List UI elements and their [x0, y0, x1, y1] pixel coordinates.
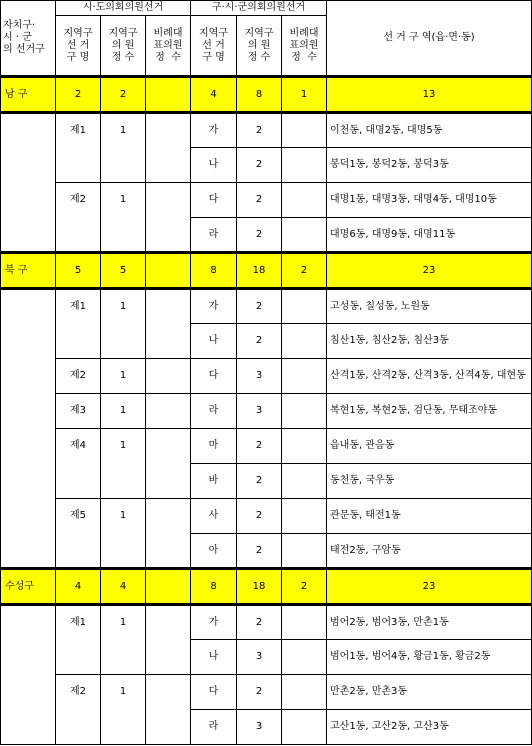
- p-district-pr: [146, 183, 191, 253]
- l-district-seats: 3: [237, 640, 282, 675]
- p-district-pr: [146, 113, 191, 183]
- l-district-name: 라: [191, 394, 237, 429]
- l-district-seats: 2: [237, 113, 282, 148]
- l-district-seats: 3: [237, 394, 282, 429]
- l-district-name: 바: [191, 464, 237, 499]
- l-district-areas: 관문동, 태전1동: [327, 499, 532, 534]
- l-district-pr: [282, 710, 327, 745]
- l-district-pr: [282, 394, 327, 429]
- l-district-seats: 2: [237, 464, 282, 499]
- header-district-line-2: 시 · 군: [3, 32, 32, 43]
- district-row: [1, 394, 532, 429]
- l-district-pr: [282, 218, 327, 253]
- l-district-pr: [282, 464, 327, 499]
- l-district-pr: [282, 640, 327, 675]
- header-area-col: 선 거 구 역(읍·면·동): [327, 1, 532, 77]
- p-district-pr: [146, 675, 191, 745]
- p-district-name: 제2: [56, 359, 101, 394]
- header-p-seats: 지역구 의 원 정 수: [101, 16, 146, 77]
- l-district-areas: 산격1동, 산격2동, 산격3동, 산격4동, 대현동: [327, 359, 532, 394]
- l-district-areas: 복현1동, 복현2동, 검단동, 무태조야동: [327, 394, 532, 429]
- l-district-seats: 2: [237, 324, 282, 359]
- header-district-line-1: 자치구·: [3, 20, 36, 31]
- p-district-name: 제2: [56, 183, 101, 253]
- l-district-name: 마: [191, 429, 237, 464]
- gu-l-district-count: 8: [191, 569, 237, 605]
- gu-l-pr: 1: [282, 77, 327, 113]
- p-district-seats: 1: [101, 359, 146, 394]
- district-row: [1, 113, 532, 148]
- gu-l-district-count: 8: [191, 253, 237, 289]
- l-district-seats: 2: [237, 534, 282, 569]
- p-district-name: 제3: [56, 394, 101, 429]
- l-district-name: 나: [191, 148, 237, 183]
- l-district-seats: 2: [237, 429, 282, 464]
- p-district-name: 제5: [56, 499, 101, 569]
- header-l-seats: 지역구 의 원 정 수: [237, 16, 282, 77]
- l-district-areas: 대명6동, 대명9동, 대명11동: [327, 218, 532, 253]
- gu-l-district-count: 4: [191, 77, 237, 113]
- l-district-seats: 2: [237, 218, 282, 253]
- l-district-seats: 3: [237, 710, 282, 745]
- p-district-seats: 1: [101, 113, 146, 183]
- header-local-group: 구·시·군의회의원선거: [191, 1, 327, 16]
- gu-name-text: 수성구: [5, 580, 34, 592]
- gu-p-seats: 4: [56, 569, 101, 605]
- header-l-district: 지역구 선 거 구 명: [191, 16, 237, 77]
- header-p-district: 지역구 선 거 구 명: [56, 16, 101, 77]
- l-district-areas: 이천동, 대명2동, 대명5동: [327, 113, 532, 148]
- p-district-seats: 1: [101, 394, 146, 429]
- l-district-name: 다: [191, 183, 237, 218]
- l-district-areas: 읍내동, 관음동: [327, 429, 532, 464]
- l-district-pr: [282, 289, 327, 324]
- p-district-seats: 1: [101, 605, 146, 675]
- l-district-areas: 고성동, 칠성동, 노원동: [327, 289, 532, 324]
- gu-p-seats: 5: [56, 253, 101, 289]
- l-district-name: 아: [191, 534, 237, 569]
- p-district-seats: 1: [101, 183, 146, 253]
- district-row: [1, 429, 532, 464]
- l-district-pr: [282, 148, 327, 183]
- header-district-col: [1, 1, 56, 77]
- p-district-seats: 1: [101, 289, 146, 359]
- l-district-areas: 봉덕1동, 봉덕2동, 봉덕3동: [327, 148, 532, 183]
- gu-total: 23: [327, 253, 532, 289]
- l-district-pr: [282, 113, 327, 148]
- gu-name: [1, 569, 56, 605]
- l-district-name: 다: [191, 359, 237, 394]
- l-district-name: 가: [191, 113, 237, 148]
- p-district-name: 제1: [56, 289, 101, 359]
- p-district-name: 제2: [56, 675, 101, 745]
- header-district-line-3: 의 선거구: [3, 44, 45, 55]
- gu-summary-row: [1, 569, 532, 605]
- l-district-pr: [282, 534, 327, 569]
- header-p-pr: 비례대 표의원 정 수: [146, 16, 191, 77]
- l-district-seats: 2: [237, 183, 282, 218]
- p-district-seats: 1: [101, 675, 146, 745]
- gu-p-pr-empty: [146, 77, 191, 113]
- l-district-pr: [282, 605, 327, 640]
- gu-p-pr-total: 2: [101, 77, 146, 113]
- gu-total: 13: [327, 77, 532, 113]
- p-district-pr: [146, 605, 191, 675]
- p-district-pr: [146, 394, 191, 429]
- p-district-name: 제4: [56, 429, 101, 499]
- district-row: [1, 183, 532, 218]
- l-district-name: 가: [191, 605, 237, 640]
- gu-l-pr: 2: [282, 253, 327, 289]
- gu-p-pr-empty: [146, 569, 191, 605]
- l-district-seats: 2: [237, 289, 282, 324]
- gu-name: [1, 253, 56, 289]
- l-district-pr: [282, 429, 327, 464]
- l-district-areas: 대명1동, 대명3동, 대명4동, 대명10동: [327, 183, 532, 218]
- l-district-name: 사: [191, 499, 237, 534]
- header-l-pr: 비례대 표의원 정 수: [282, 16, 327, 77]
- p-district-seats: 1: [101, 499, 146, 569]
- l-district-name: 라: [191, 218, 237, 253]
- gu-p-pr-total: 5: [101, 253, 146, 289]
- p-district-seats: 1: [101, 429, 146, 499]
- district-row: [1, 289, 532, 324]
- gu-l-seats: 8: [237, 77, 282, 113]
- l-district-areas: 만촌2동, 만촌3동: [327, 675, 532, 710]
- p-district-pr: [146, 289, 191, 359]
- l-district-name: 다: [191, 675, 237, 710]
- l-district-seats: 2: [237, 605, 282, 640]
- l-district-pr: [282, 359, 327, 394]
- l-district-name: 라: [191, 710, 237, 745]
- l-district-seats: 2: [237, 675, 282, 710]
- gu-blank-cell: [1, 289, 56, 569]
- gu-summary-row: [1, 253, 532, 289]
- header-provincial-group: 시·도의회의원선거: [56, 1, 191, 16]
- gu-p-seats: 2: [56, 77, 101, 113]
- l-district-areas: 태전2동, 구암동: [327, 534, 532, 569]
- l-district-pr: [282, 499, 327, 534]
- p-district-pr: [146, 499, 191, 569]
- district-row: [1, 359, 532, 394]
- l-district-areas: 동천동, 국우동: [327, 464, 532, 499]
- l-district-areas: 범어1동, 범어4동, 황금1동, 황금2동: [327, 640, 532, 675]
- gu-blank-cell: [1, 113, 56, 253]
- l-district-areas: 고산1동, 고산2동, 고산3동: [327, 710, 532, 745]
- gu-total: 23: [327, 569, 532, 605]
- district-row: [1, 605, 532, 640]
- gu-l-pr: 2: [282, 569, 327, 605]
- gu-name-text: 남 구: [5, 88, 28, 100]
- p-district-pr: [146, 429, 191, 499]
- l-district-areas: 범어2동, 범어3동, 만촌1동: [327, 605, 532, 640]
- l-district-name: 가: [191, 289, 237, 324]
- l-district-name: 나: [191, 640, 237, 675]
- l-district-areas: 침산1동, 침산2동, 침산3동: [327, 324, 532, 359]
- gu-l-seats: 18: [237, 569, 282, 605]
- l-district-pr: [282, 675, 327, 710]
- gu-name-text: 북 구: [5, 264, 28, 276]
- gu-l-seats: 18: [237, 253, 282, 289]
- l-district-seats: 2: [237, 499, 282, 534]
- gu-blank-cell: [1, 605, 56, 745]
- l-district-seats: 2: [237, 148, 282, 183]
- district-row: [1, 499, 532, 534]
- p-district-name: 제1: [56, 113, 101, 183]
- l-district-seats: 3: [237, 359, 282, 394]
- district-row: [1, 675, 532, 710]
- l-district-pr: [282, 324, 327, 359]
- gu-p-pr-total: 4: [101, 569, 146, 605]
- p-district-name: 제1: [56, 605, 101, 675]
- gu-p-pr-empty: [146, 253, 191, 289]
- l-district-pr: [282, 183, 327, 218]
- l-district-name: 나: [191, 324, 237, 359]
- gu-name: [1, 77, 56, 113]
- gu-summary-row: [1, 77, 532, 113]
- p-district-pr: [146, 359, 191, 394]
